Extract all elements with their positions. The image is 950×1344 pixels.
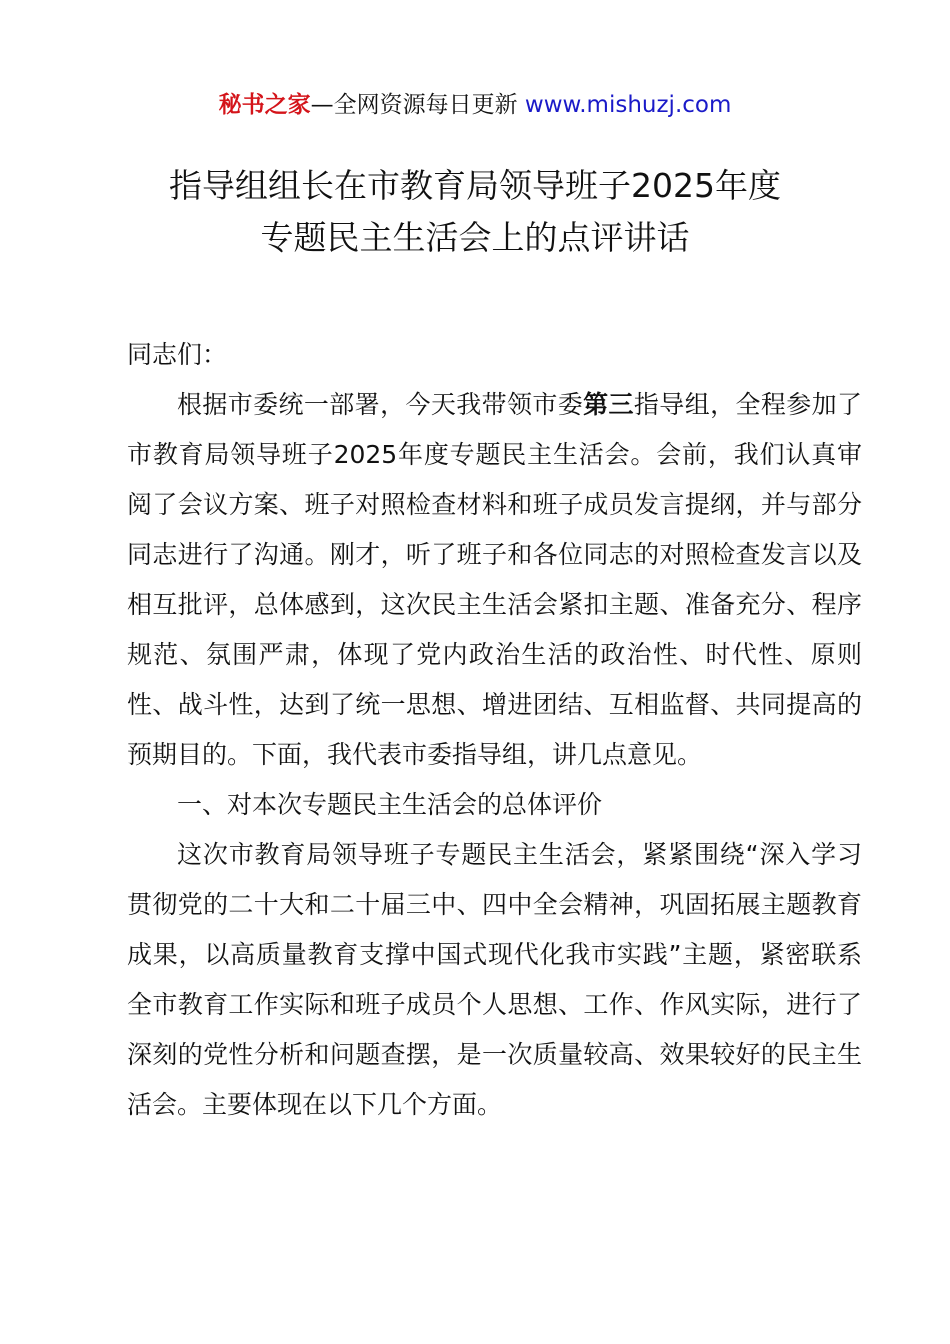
header-tagline: —全网资源每日更新 xyxy=(310,92,525,118)
section-heading-1: 一、对本次专题民主生活会的总体评价 xyxy=(177,790,603,819)
title-line-1: 指导组组长在市教育局领导班子2025年度 xyxy=(169,166,781,205)
site-url-link[interactable]: www.mishuzj.com xyxy=(524,92,732,118)
greeting: 同志们： xyxy=(127,340,228,369)
title-line-2: 专题民主生活会上的点评讲话 xyxy=(260,218,690,257)
paragraph-2: 这次市教育局领导班子专题民主生活会，紧紧围绕“深入学习贯彻党的二十大和二十届三中、四中全会精神，巩固拓展主题教育成果，以高质量教育支撑中国式现代化我市实践”主题，紧密联系全市教育工作实际和班子成员个人思想、工作、作风实际，进行了深刻的党性分析和问题查摆，是一次质量较高、效果较好的民主生活会。主要体现在以下几个方面。 xyxy=(127,840,862,1119)
paragraph-1 xyxy=(127,380,862,780)
paragraph-1-bold: 第三 xyxy=(583,390,634,419)
paragraph-1-start: 根据市委统一部署，今天我带领市委 xyxy=(177,390,584,419)
site-header xyxy=(0,88,950,122)
brand-name: 秘书之家 xyxy=(218,92,311,118)
document-body xyxy=(127,330,862,1130)
document-title xyxy=(60,160,890,264)
paragraph-1-rest: 指导组，全程参加了市教育局领导班子2025年度专题民主生活会。会前，我们认真审阅了会议方案、班子对照检查材料和班子成员发言提纲，并与部分同志进行了沟通。刚才，听了班子和各位同志的对照检查发言以及相互批评，总体感到，这次民主生活会紧扣主题、准备充分、程序规范、氛围严肃，体现了党内政治生活的政治性、时代性、原则性、战斗性，达到了统一思想、增进团结、互相监督、共同提高的预期目的。下面，我代表市委指导组，讲几点意见。 xyxy=(127,390,862,769)
